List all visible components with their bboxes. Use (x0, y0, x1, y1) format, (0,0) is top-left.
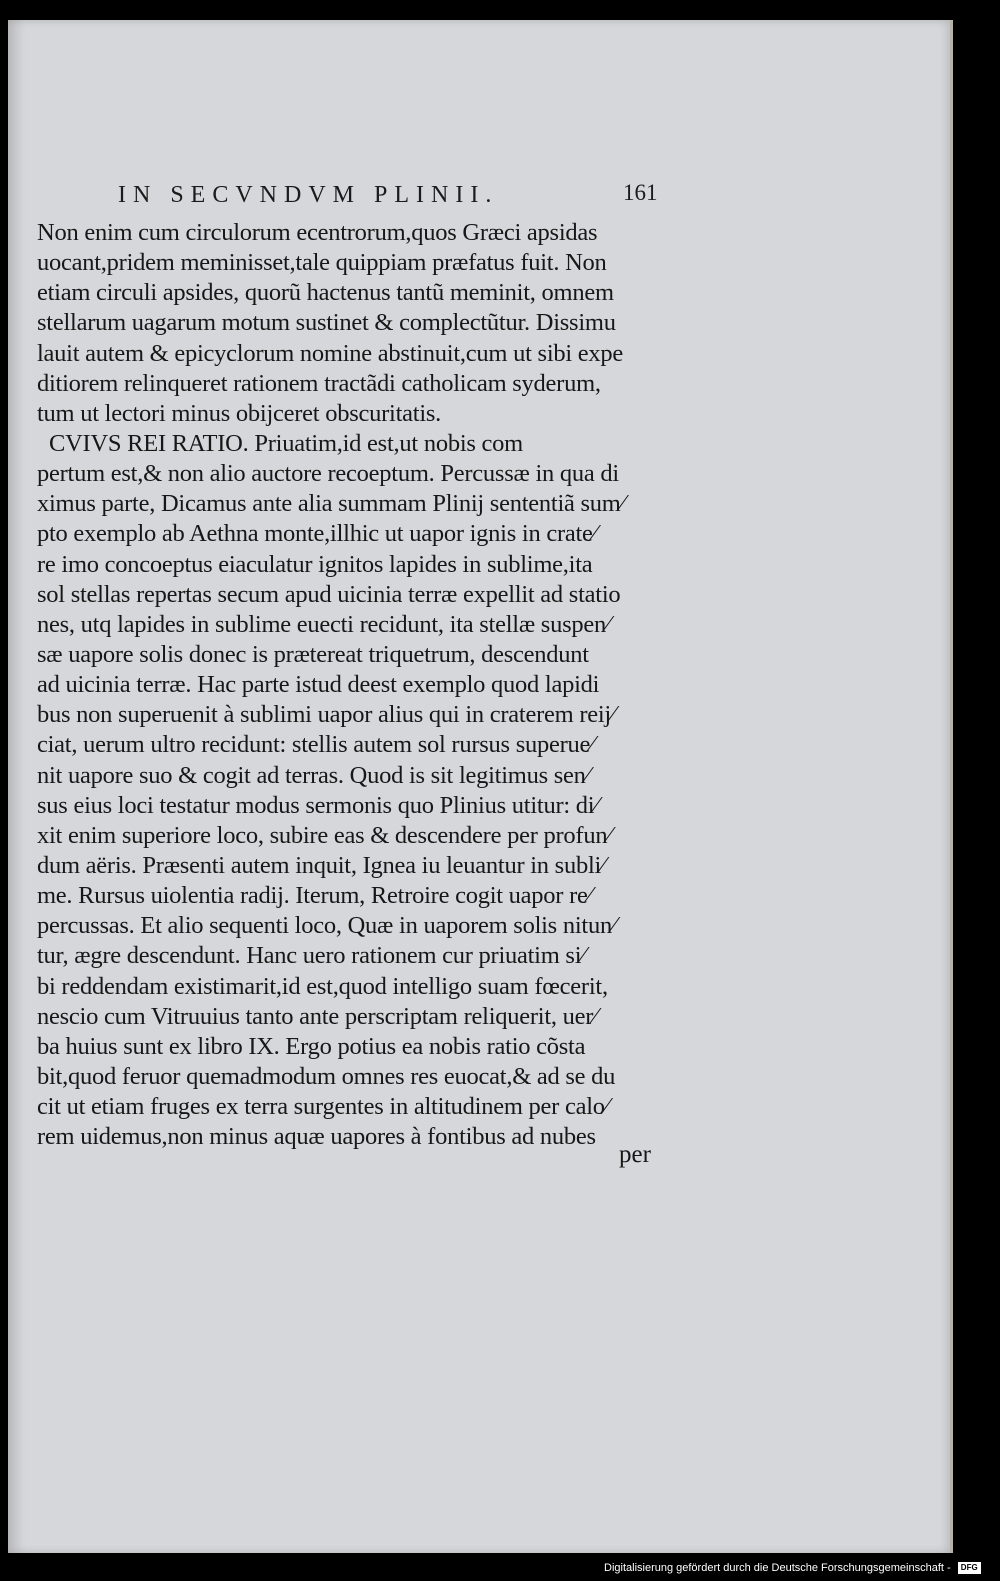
text-line-19: nit uapore suo & cogit ad terras. Quod is sit legitimus sen⁄ (37, 761, 590, 789)
text-line-12: re imo concoeptus eiaculatur ignitos lapides in sublime,ita (37, 550, 593, 578)
catchword: per (619, 1141, 651, 1168)
text-line-15: sæ uapore solis donec is prætereat triquetrum, descendunt (37, 640, 589, 668)
text-line-21: xit enim superiore loco, subire eas & descendere per profun⁄ (37, 821, 612, 849)
text-line-16: ad uicinia terræ. Hac parte istud deest exemplo quod lapidi (37, 671, 600, 699)
text-line-30: cit ut etiam fruges ex terra surgentes in altitudinem per calo⁄ (37, 1093, 609, 1121)
page-edge-shadow (8, 20, 26, 1553)
text-line-31: rem uidemus,non minus aquæ uapores à fontibus ad nubes (37, 1123, 596, 1151)
running-head: IN SECVNDVM PLINII. (118, 182, 499, 208)
text-line-13: sol stellas repertas secum apud uicinia terræ expellit ad statio (37, 580, 621, 608)
latin-text-block (37, 218, 667, 1152)
text-line-22: dum aëris. Præsenti autem inquit, Ignea iu leuantur in subli⁄ (37, 851, 605, 879)
text-line-27: nescio cum Vitruuius tanto ante perscriptam reliquerit, uer⁄ (37, 1002, 598, 1030)
text-line-1: Non enim cum circulorum ecentrorum,quos Græci apsidas (37, 219, 598, 246)
text-line-6: ditiorem relinqueret rationem tractãdi catholicam syderum, (37, 369, 601, 397)
text-line-28: ba huius sunt ex libro IX. Ergo potius ea nobis ratio cõsta (37, 1032, 586, 1060)
text-line-5: lauit autem & epicyclorum nomine abstinuit,cum ut sibi expe (37, 339, 624, 367)
funding-credit: Digitalisierung gefördert durch die Deutsche Forschungsgemeinschaft - (604, 1562, 951, 1574)
digitization-footer (604, 1560, 992, 1576)
text-line-4: stellarum uagarum motum sustinet & complectũtur. Dissimu (37, 309, 616, 337)
text-line-20: sus eius loci testatur modus sermonis quo Plinius utitur: di⁄ (37, 791, 599, 819)
text-line-25: tur, ægre descendunt. Hanc uero rationem cur priuatim si⁄ (37, 942, 586, 970)
text-line-14: nes, utq lapides in sublime euecti recidunt, ita stellæ suspen⁄ (37, 610, 610, 638)
text-line-17: bus non superuenit à sublimi uapor alius qui in craterem reij⁄ (37, 701, 615, 729)
folio-number: 161 (623, 180, 658, 205)
text-line-11: pto exemplo ab Aethna monte,illhic ut uapor ignis in crate⁄ (37, 520, 597, 548)
text-line-9: pertum est,& non alio auctore recoeptum. Percussæ in qua di (37, 460, 619, 488)
text-line-8: CVIVS REI RATIO. Priuatim,id est,ut nobis com (49, 429, 523, 457)
dfg-logo-icon: DFG (958, 1562, 981, 1574)
text-line-24: percussas. Et alio sequenti loco, Quæ in uaporem solis nitun⁄ (37, 912, 616, 940)
text-line-10: ximus parte, Dicamus ante alia summam Plinij sententiã sum⁄ (37, 490, 625, 518)
text-line-3: etiam circuli apsides, quorũ hactenus tantũ meminit, omnem (37, 279, 614, 307)
text-line-7: tum ut lectori minus obijceret obscuritatis. (37, 399, 442, 427)
text-line-2: uocant,pridem meminisset,tale quippiam præfatus fuit. Non (37, 249, 607, 277)
text-line-29: bit,quod feruor quemadmodum omnes res euocat,& ad se du (37, 1062, 616, 1090)
text-line-23: me. Rursus uiolentia radij. Iterum, Retroire cogit uapor re⁄ (37, 882, 592, 910)
text-line-26: bi reddendam existimarit,id est,quod intelligo suam fœcerit, (37, 972, 608, 1000)
text-line-18: ciat, uerum ultro recidunt: stellis autem sol rursus superue⁄ (37, 731, 594, 759)
